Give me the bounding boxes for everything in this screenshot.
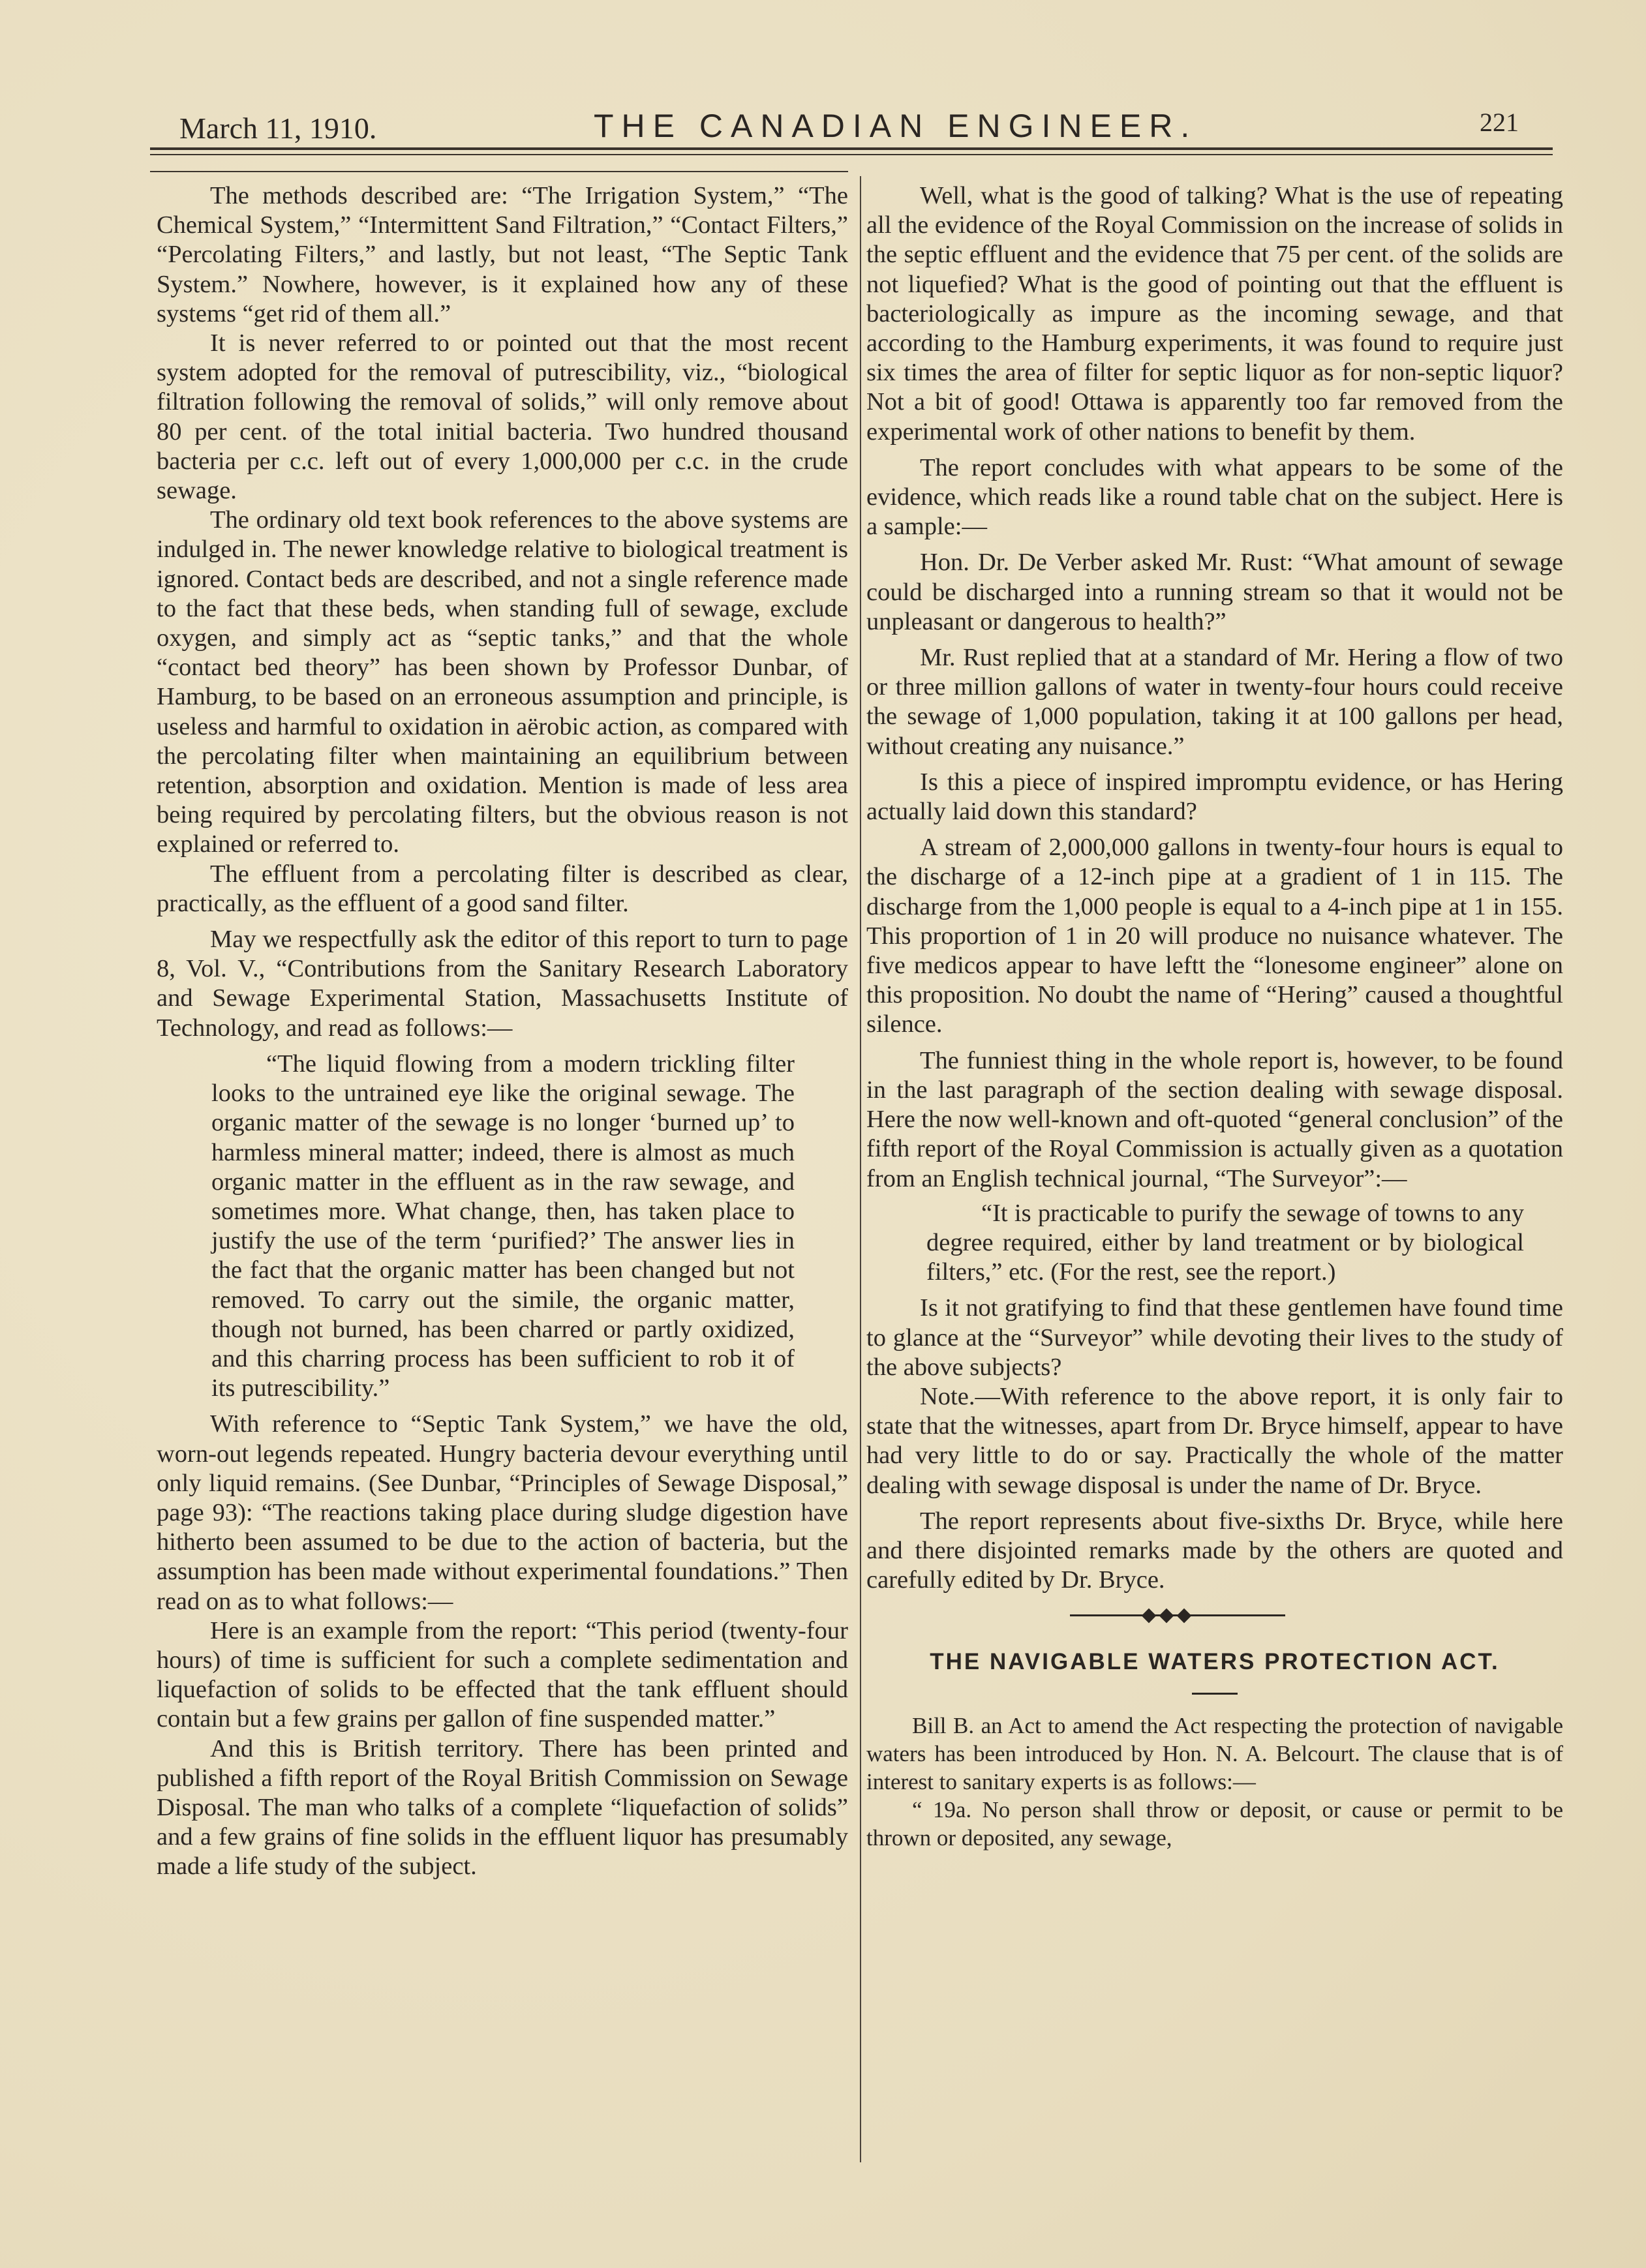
publication-title: THE CANADIAN ENGINEER. <box>594 108 1198 144</box>
paragraph: And this is British territory. There has been printed and published a fifth report of the Royal British Commission on Sewage Disposal. The man who talks of a complete “liquefaction of solids” and a few grains of fine solids in the effluent liquor has presumably made a life study of the subject. <box>157 1734 848 1881</box>
section-body <box>866 1712 1563 1852</box>
paragraph: Is this a piece of inspired impromptu evidence, or has Hering actually laid down this standard? <box>866 768 1563 826</box>
issue-date: March 11, 1910. <box>179 112 377 145</box>
paragraph: The effluent from a percolating filter is described as clear, practically, as the effluent of a good sand filter. <box>157 860 848 917</box>
paragraph: Note.—With reference to the above report, it is only fair to state that the witnesses, apart from Dr. Bryce himself, appear to have had very little to do or say. Practically the whole of the matter dealing with sewage disposal is under the name of Dr. Bryce. <box>866 1382 1563 1499</box>
paragraph: The report represents about five-sixths Dr. Bryce, while here and there disjointed remarks made by the others are quoted and carefully edited by Dr. Bryce. <box>866 1507 1563 1594</box>
section-title: THE NAVIGABLE WATERS PROTECTION ACT. <box>930 1649 1500 1675</box>
paragraph: A stream of 2,000,000 gallons in twenty-four hours is equal to the discharge of a 12-inch pipe at a gradient of 1 in 115. The discharge from the 1,000 people is equal to a 4-inch pipe at 1 in 155. This proportion of 1 in 20 will produce no nuisance whatever. The five medicos appear to have leftt the “lonesome engineer” alone on this proposition. No doubt the name of “Hering” caused a thoughtful silence. <box>866 834 1563 1038</box>
paragraph: Here is an example from the report: “This period (twenty-four hours) of time is sufficient for such a complete sedimentation and liquefaction of solids to be effected that the tank effluent should contain but a few grains per gallon of fine suspended matter.” <box>157 1616 848 1733</box>
column-divider <box>860 176 861 2162</box>
paragraph: The methods described are: “The Irrigation System,” “The Chemical System,” “Intermittent Sand Filtration,” “Contact Filters,” “Percolating Filters,” and lastly, but not least, “The Septic Tank System.” Nowhere, however, is it explained how any of these systems “get rid of them all.” <box>157 182 848 327</box>
column-top-rule <box>150 171 848 172</box>
page-header <box>157 98 1553 150</box>
paragraph: Is it not gratifying to find that these gentlemen have found time to glance at the “Surveyor” while devoting their lives to the study of the above subjects? <box>866 1294 1563 1381</box>
paragraph: Bill B. an Act to amend the Act respecting the protection of navigable waters has been introduced by Hon. N. A. Belcourt. The clause that is of interest to sanitary experts is as follows:— <box>866 1712 1563 1794</box>
paragraph: Well, what is the good of talking? What is the use of repeating all the evidence of the Royal Commission on the increase of solids in the septic effluent and the evidence that 75 per cent. of the solids are not liquefied? What is the good of pointing out that the effluent is bacteriologically as impure as the incoming sewage, and that according to the Hamburg experiments, it was found to require just six times the area of filter for septic liquor as for non-septic liquor? Not a bit of good! Ottawa is apparently too far removed from the experimental work of other nations to benefit by them. <box>866 182 1563 446</box>
header-rule <box>150 147 1553 150</box>
paragraph: “ 19a. No person shall throw or deposit, or cause or permit to be thrown or deposited, any sewage, <box>866 1796 1563 1851</box>
right-column <box>866 181 1563 1852</box>
block-quote: “It is practicable to purify the sewage of towns to any degree required, either by land treatment or by biological filters,” etc. (For the rest, see the report.) <box>926 1199 1524 1286</box>
left-column <box>157 181 848 1882</box>
page-number: 221 <box>1480 108 1519 137</box>
paragraph: May we respectfully ask the editor of this report to turn to page 8, Vol. V., “Contributions from the Sanitary Research Laboratory and Sewage Experimental Station, Massachusetts Institute of Technology, and read as follows:— <box>157 926 848 1042</box>
paragraph: Mr. Rust replied that at a standard of Mr. Hering a flow of two or three million gallons of water in twenty-four hours could receive the sewage of 1,000 population, taking it at 100 gallons per head, without creating any nuisance.” <box>866 644 1563 760</box>
paragraph: The funniest thing in the whole report is, however, to be found in the last paragraph of the section dealing with sewage disposal. Here the now well-known and oft-quoted “general conclusion” of the fifth report of the Royal Commission is actually given as a quotation from an English technical journal, “The Surveyor”:— <box>866 1046 1563 1192</box>
block-quote: “The liquid flowing from a modern trickling filter looks to the untrained eye like the original sewage. The organic matter of the sewage is no longer ‘burned up’ to harmless mineral matter; indeed, there is almost as much organic matter in the effluent as in the raw sewage, and sometimes more. What change, then, has taken place to justify the use of the term ‘purified?’ The answer lies in the fact that the organic matter has been changed but not removed. To carry out the simile, the organic matter, though not burned, has been charred or partly oxidized, and this charring process has been sufficient to rob it of its putrescibility.” <box>211 1050 795 1402</box>
section-ornament <box>866 1605 1563 1625</box>
paragraph: The report concludes with what appears to be some of the evidence, which reads like a round table chat on the subject. Here is a sample:— <box>866 453 1563 541</box>
header-rule-thin <box>150 154 1553 155</box>
paragraph: Hon. Dr. De Verber asked Mr. Rust: “What amount of sewage could be discharged into a running stream so that it would not be unpleasant or dangerous to health?” <box>866 549 1563 635</box>
section-title-rule <box>1192 1693 1238 1695</box>
paragraph: It is never referred to or pointed out that the most recent system adopted for the removal of putrescibility, viz., “biological filtration following the removal of solids,” will only remove about 80 per cent. of the total initial bacteria. Two hundred thousand bacteria per c.c. left out of every 1,000,000 per c.c. in the crude sewage. <box>157 329 848 505</box>
paragraph: With reference to “Septic Tank System,” we have the old, worn-out legends repeated. Hungry bacteria devour everything until only liquid remains. (See Dunbar, “Principles of Sewage Disposal,” page 93): “The reactions taking place during sludge digestion have hitherto been assumed to be due to the action of bacteria, but the assumption has been made without experimental foundations.” Then read on as to what follows:— <box>157 1410 848 1615</box>
paragraph: The ordinary old text book references to the above systems are indulged in. The newer knowledge relative to biological treatment is ignored. Contact beds are described, and not a single reference made to the fact that these beds, when standing full of sewage, exclude oxygen, and simply act as “septic tanks,” and that the whole “contact bed theory” has been shown by Professor Dunbar, of Hamburg, to be based on an erroneous assumption and principle, is useless and harmful to oxidation in aërobic action, as compared with the percolating filter when maintaining an equilibrium between retention, absorption and oxidation. Mention is made of less area being required by percolating filters, but the obvious reason is not explained or referred to. <box>157 506 848 858</box>
